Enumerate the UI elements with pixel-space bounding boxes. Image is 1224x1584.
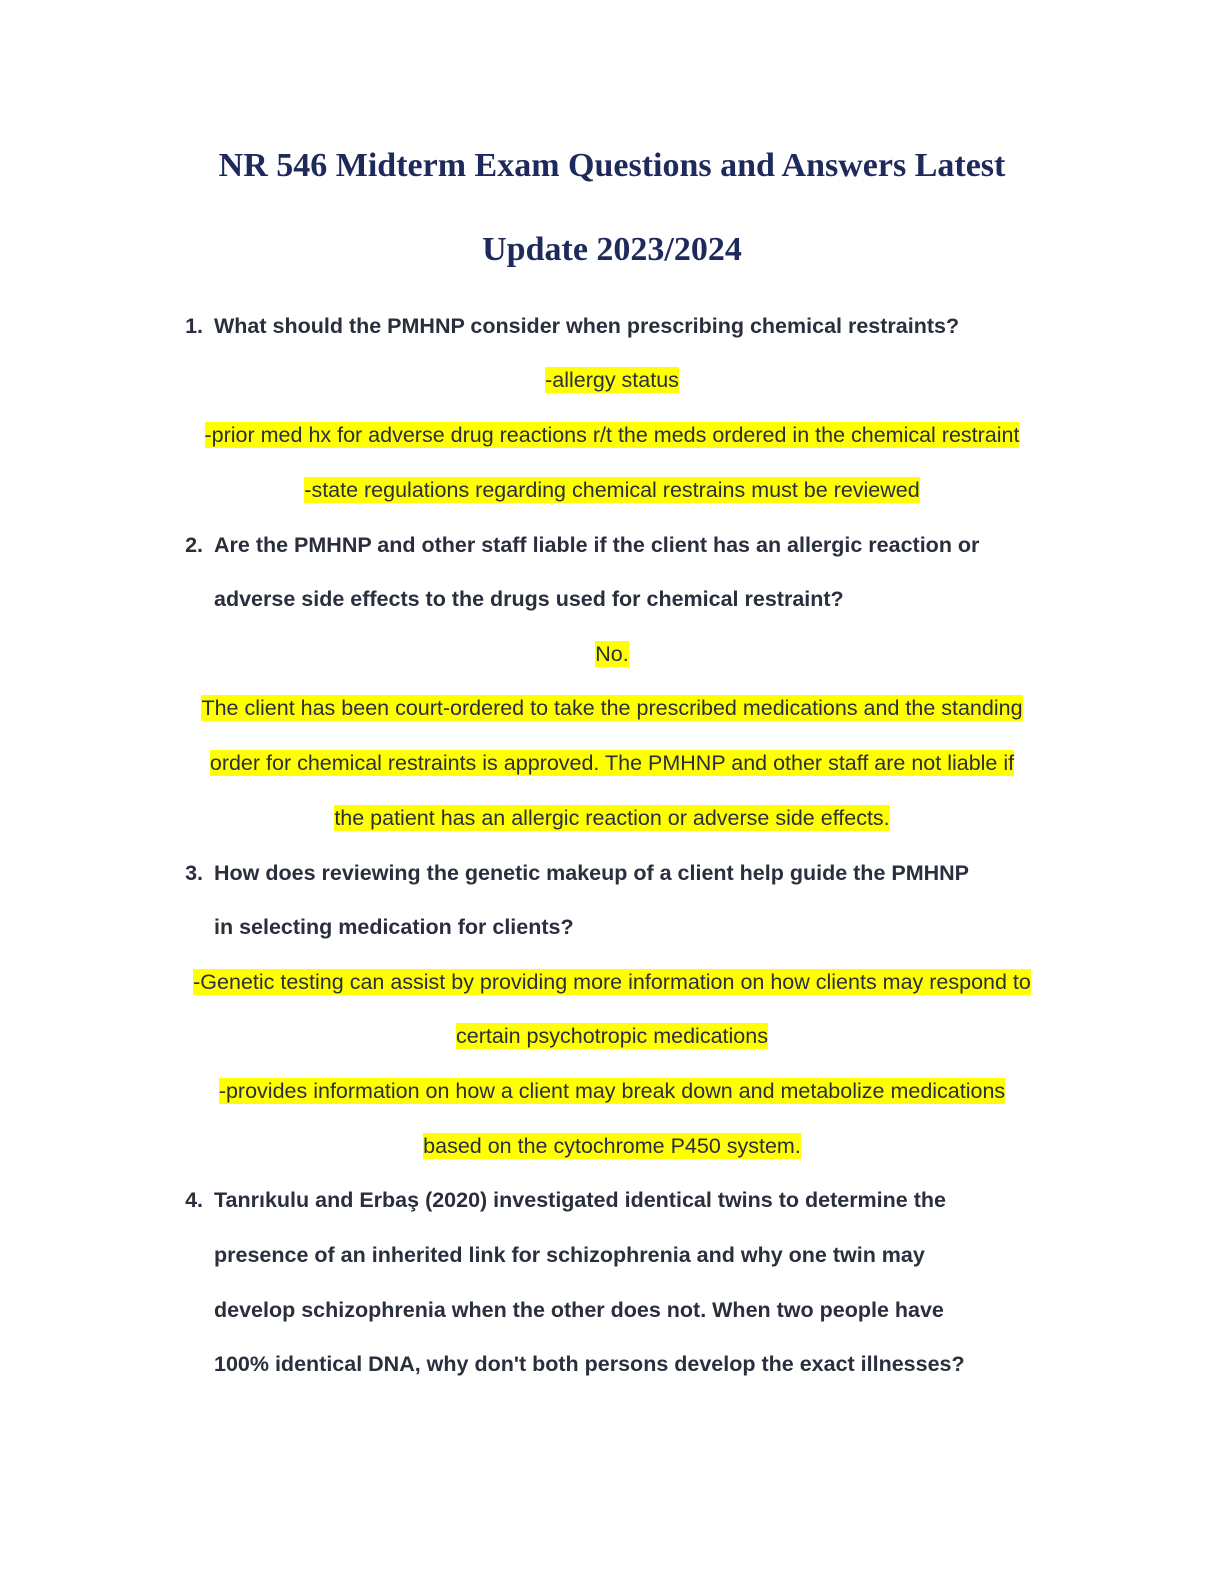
question-text: 100% identical DNA, why don't both persons develop the exact illnesses? xyxy=(214,1352,965,1376)
answer-line: based on the cytochrome P450 system. xyxy=(423,1134,801,1158)
answer-line: -provides information on how a client may break down and metabolize medications xyxy=(218,1079,1006,1103)
question-text: presence of an inherited link for schizophrenia and why one twin may xyxy=(214,1243,925,1267)
question-text: Are the PMHNP and other staff liable if the client has an allergic reaction or xyxy=(214,533,980,557)
question-text: How does reviewing the genetic makeup of a client help guide the PMHNP xyxy=(214,861,970,885)
question-text: What should the PMHNP consider when prescribing chemical restraints? xyxy=(214,314,960,338)
document-title-line-1: NR 546 Midterm Exam Questions and Answers Latest xyxy=(218,147,1006,184)
question-number: 3. xyxy=(185,861,203,885)
answer-line: No. xyxy=(595,642,629,666)
question-number: 4. xyxy=(185,1188,203,1212)
answer-line: the patient has an allergic reaction or adverse side effects. xyxy=(334,806,890,830)
question-text: Tanrıkulu and Erbaş (2020) investigated identical twins to determine the xyxy=(214,1188,946,1212)
answer-line: -state regulations regarding chemical restrains must be reviewed xyxy=(304,478,920,502)
question-text: adverse side effects to the drugs used for chemical restraint? xyxy=(214,587,844,611)
question-text: in selecting medication for clients? xyxy=(214,915,574,939)
answer-line: order for chemical restraints is approved. The PMHNP and other staff are not liable if xyxy=(209,751,1015,775)
answer-line: The client has been court-ordered to take the prescribed medications and the standing xyxy=(201,696,1023,720)
answer-line: -Genetic testing can assist by providing more information on how clients may respond to xyxy=(193,970,1031,994)
answer-line: certain psychotropic medications xyxy=(456,1024,768,1048)
answer-line: -prior med hx for adverse drug reactions r/t the meds ordered in the chemical restraint xyxy=(204,423,1020,447)
question-text: develop schizophrenia when the other does not. When two people have xyxy=(214,1298,944,1322)
question-number: 1. xyxy=(185,314,203,338)
question-number: 2. xyxy=(185,533,203,557)
document-title-line-2: Update 2023/2024 xyxy=(482,231,742,268)
answer-line: -allergy status xyxy=(545,368,679,392)
